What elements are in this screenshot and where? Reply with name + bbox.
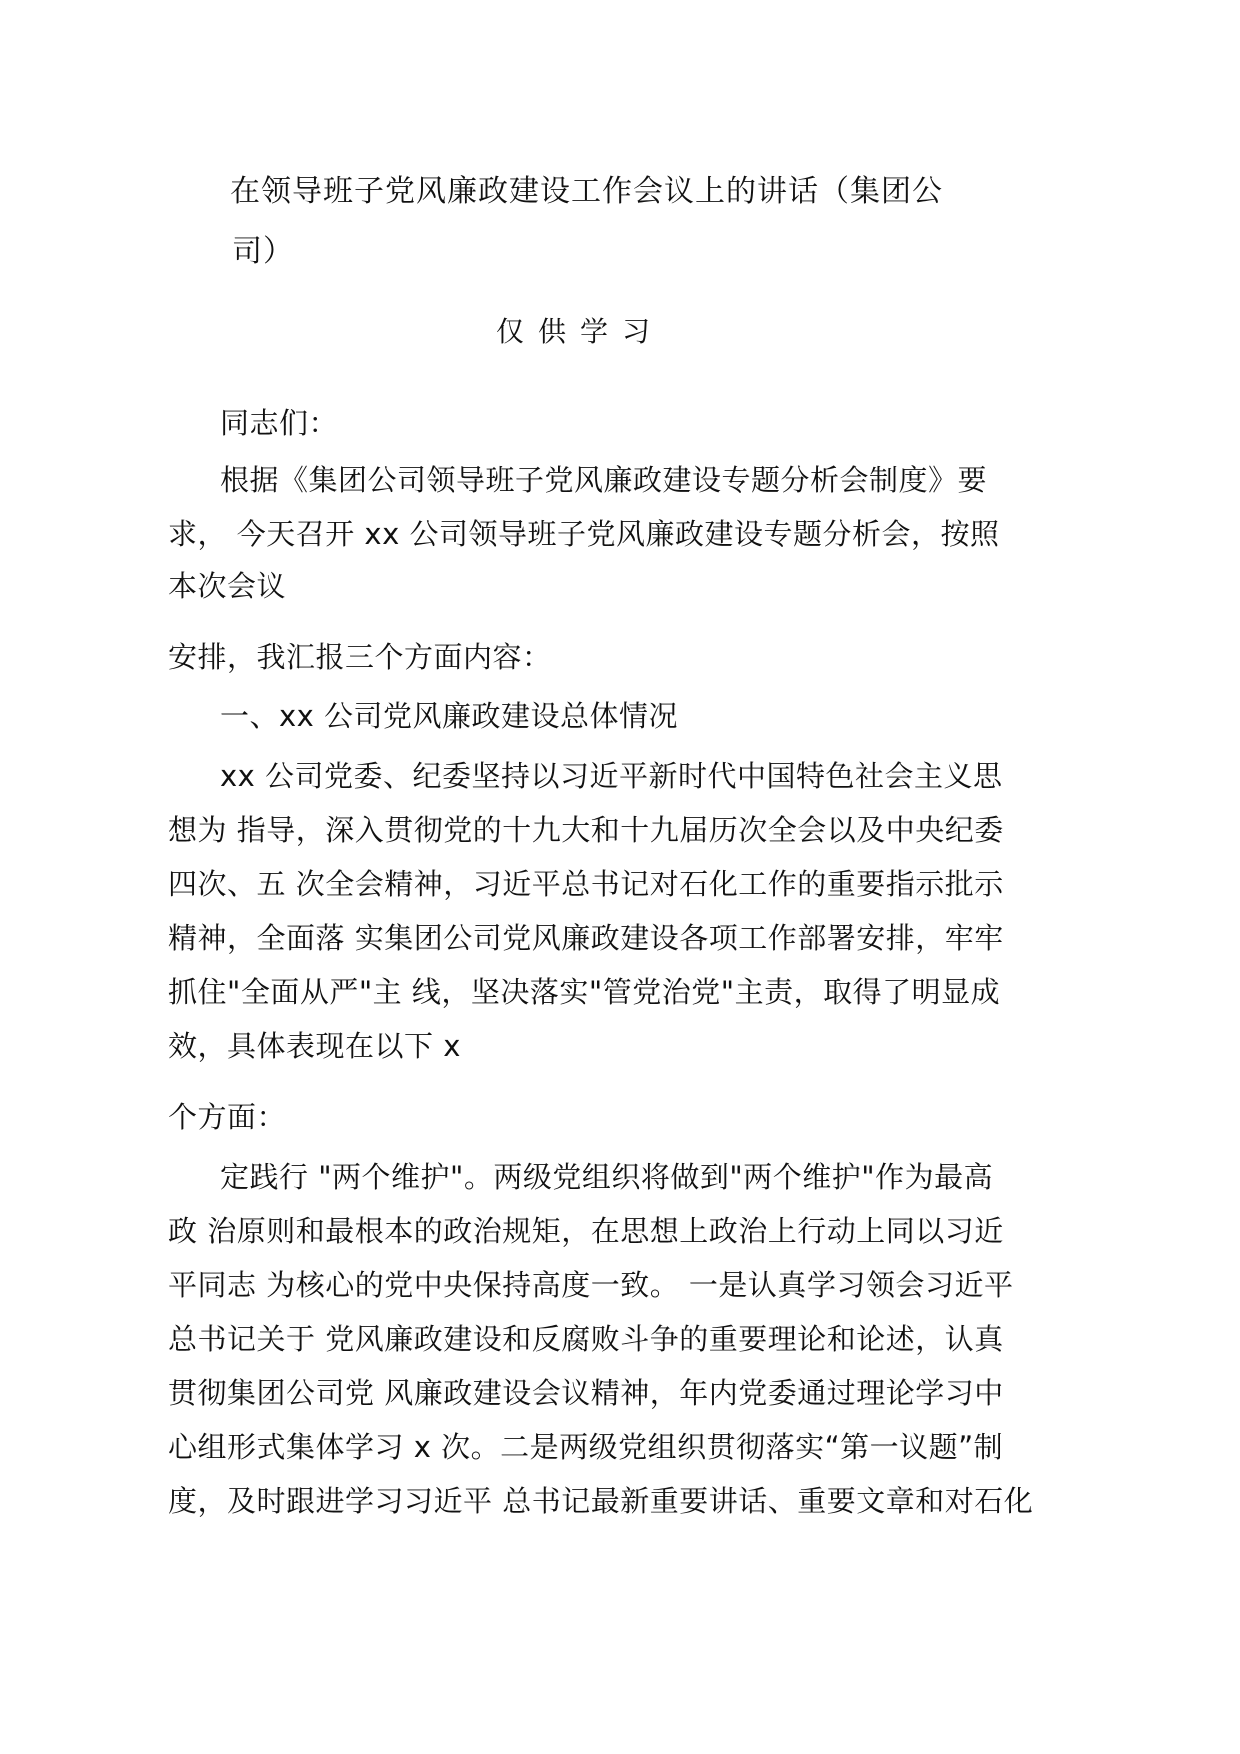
paragraph-line: 总书记关于 党风廉政建设和反腐败斗争的重要理论和论述，认真: [168, 1322, 1004, 1356]
document-title-line-2: 司）: [232, 234, 294, 269]
paragraph-line: 四次、五 次全会精神，习近平总书记对石化工作的重要指示批示: [168, 867, 1004, 901]
paragraph-line: 个方面：: [168, 1100, 287, 1134]
paragraph-line: xx 公司党委、纪委坚持以习近平新时代中国特色社会主义思: [220, 759, 1003, 793]
paragraph-line: 想为 指导，深入贯彻党的十九大和十九届历次全会以及中央纪委: [168, 813, 1004, 847]
paragraph-line: 定践行 "两个维护"。两级党组织将做到"两个维护"作为最高: [220, 1160, 994, 1194]
paragraph-line: 政 治原则和最根本的政治规矩，在思想上政治上行动上同以习近: [168, 1214, 1004, 1248]
paragraph-line: 本次会议: [168, 569, 287, 603]
document-title-line-1: 在领导班子党风廉政建设工作会议上的讲话（集团公: [230, 174, 943, 209]
document-subtitle: 仅供学习: [496, 315, 665, 348]
paragraph-line: 安排，我汇报三个方面内容：: [168, 640, 552, 674]
paragraph-line: 根据《集团公司领导班子党风廉政建设专题分析会制度》要: [220, 463, 988, 497]
section-heading: 一、xx 公司党风廉政建设总体情况: [220, 699, 679, 733]
paragraph-line: 抓住"全面从严"主 线，坚决落实"管党治党"主责，取得了明显成: [168, 975, 1001, 1009]
paragraph-line: 求， 今天召开 xx 公司领导班子党风廉政建设专题分析会，按照: [168, 517, 1000, 551]
paragraph-line: 精神，全面落 实集团公司党风廉政建设各项工作部署安排，牢牢: [168, 921, 1004, 955]
paragraph-line: 心组形式集体学习 x 次。二是两级党组织贯彻落实“第一议题”制: [168, 1430, 1004, 1464]
paragraph-line: 度，及时跟进学习习近平 总书记最新重要讲话、重要文章和对石化: [168, 1484, 1034, 1518]
paragraph-line: 效，具体表现在以下 x: [168, 1029, 461, 1063]
paragraph-line: 贯彻集团公司党 风廉政建设会议精神，年内党委通过理论学习中: [168, 1376, 1004, 1410]
paragraph-line: 平同志 为核心的党中央保持高度一致。 一是认真学习领会习近平: [168, 1268, 1014, 1302]
salutation: 同志们：: [220, 406, 339, 440]
